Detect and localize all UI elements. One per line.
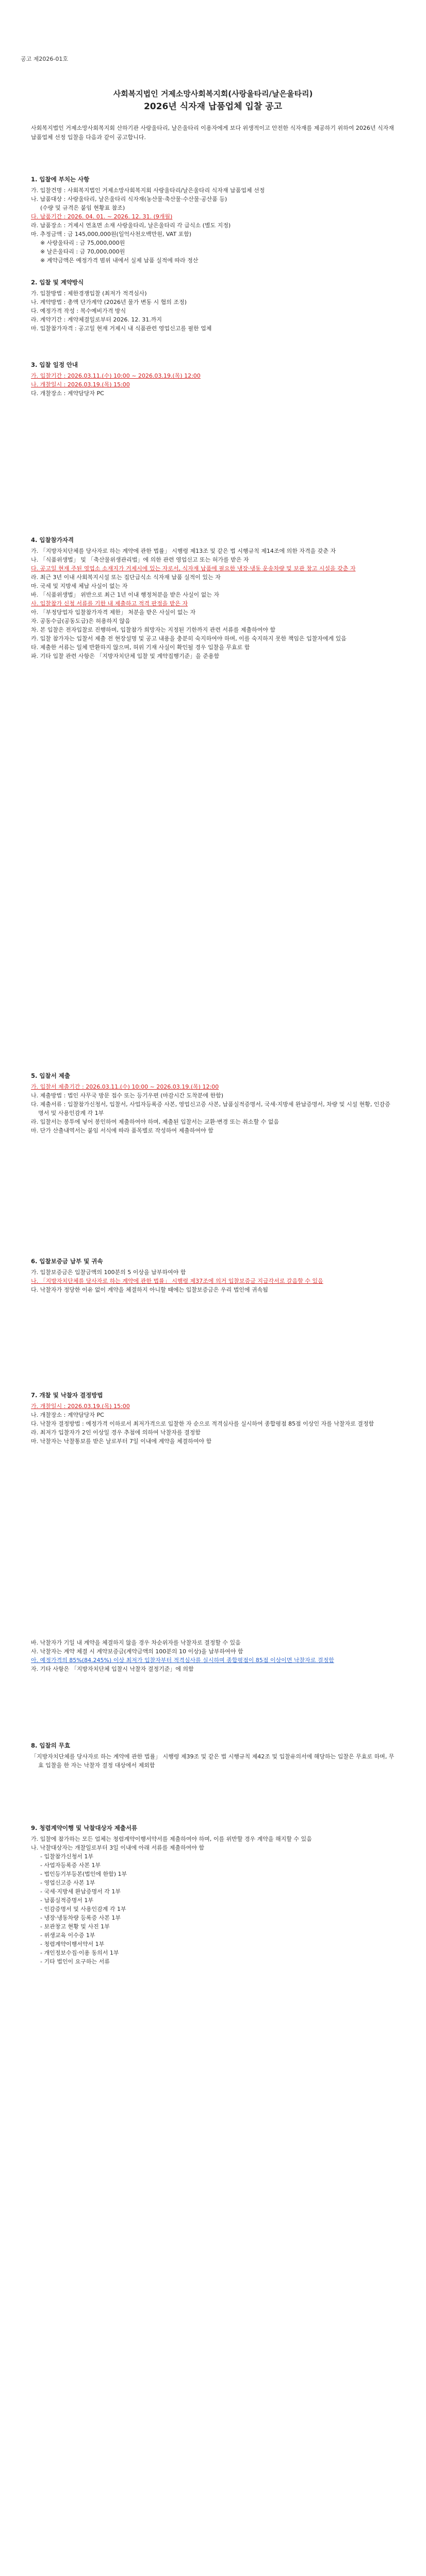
line-bid-period: 가. 입찰기간 : 2026.03.11.(수) 10:00 ~ 2026.03.19.(목) 12:00 bbox=[31, 372, 201, 379]
line: 가. 입찰건명 : 사회복지법인 거제소망사회복지회 사랑울타리/날은울타리 식자재 납품업체 선정 bbox=[31, 187, 265, 194]
line: 타. 제출한 서류는 일체 반환하지 않으며, 허위 기재 사실이 확인될 경우 입찰을 무효로 함 bbox=[31, 644, 250, 651]
line-estimated-amount: 마. 추정금액 : 금 145,000,000원(일억사천오백만원, VAT 포함) bbox=[31, 231, 192, 238]
list-item: - 개인정보수집·이용 동의서 1부 bbox=[40, 1950, 119, 1956]
section-submission bbox=[31, 1072, 395, 1135]
list-item: - 국세·지방세 완납증명서 각 1부 bbox=[40, 1888, 121, 1895]
list-item: - 냉장·냉동차량 등록증 사본 1부 bbox=[40, 1914, 121, 1921]
section-heading: 2. 입찰 및 계약방식 bbox=[31, 279, 84, 286]
list-item: - 기타 법인이 요구하는 서류 bbox=[40, 1958, 110, 1965]
line: 마. 낙찰자는 낙찰통보를 받은 날로부터 7일 이내에 계약을 체결하여야 함 bbox=[31, 1438, 212, 1445]
line: 다. 제출서류 : 입찰참가신청서, 입찰서, 사업자등록증 사본, 영업신고증 사본, 납품실적증명서, 국세·지방세 완납증명서, 차량 및 시설 현황, 인감증명서 및 사용인감계 각 1부 bbox=[31, 1101, 390, 1116]
line: 파. 기타 입찰 관련 사항은 「지방자치단체 입찰 및 계약집행기준」을 준용함 bbox=[31, 653, 220, 659]
line: 가. 입찰에 참가하는 모든 업체는 청렴계약이행서약서를 제출하여야 하며, 이를 위반할 경우 계약을 해지할 수 있음 bbox=[31, 1836, 312, 1842]
list-item: - 입찰참가신청서 1부 bbox=[40, 1853, 93, 1860]
list-item: - 사업자등록증 사본 1부 bbox=[40, 1862, 101, 1869]
section-heading: 9. 청렴계약이행 및 낙찰대상자 제출서류 bbox=[31, 1824, 138, 1832]
section-bid-items bbox=[31, 175, 395, 265]
line: 라. 납품장소 : 거제시 연초면 소재 사랑울타리, 날은울타리 각 급식소 (별도 지정) bbox=[31, 222, 231, 229]
section-heading: 1. 입찰에 부치는 사항 bbox=[31, 176, 90, 183]
line: 자. 기타 사항은 「지방자치단체 입찰시 낙찰자 결정기준」에 의함 bbox=[31, 1666, 194, 1672]
line-submission-period: 가. 입찰서 제출기간 : 2026.03.11.(수) 10:00 ~ 2026.03.19.(목) 12:00 bbox=[31, 1083, 219, 1090]
list-item: - 위생교육 이수증 1부 bbox=[40, 1932, 95, 1939]
section-schedule bbox=[31, 361, 395, 398]
line: 나. 제출방법 : 법인 사무국 방문 접수 또는 등기우편 (마감시간 도착분에 한함) bbox=[31, 1092, 224, 1099]
line: 나. 「식품위생법」 및 「축산물위생관리법」에 의한 관련 영업신고 또는 허가를 받은 자 bbox=[31, 556, 249, 563]
line: 아. 「부정당업자 입찰참가자격 제한」 처분을 받은 사실이 없는 자 bbox=[31, 609, 196, 616]
line: 가. 「지방자치단체를 당사자로 하는 계약에 관한 법률」 시행령 제13조 및 같은 법 시행규칙 제14조에 의한 자격을 갖춘 자 bbox=[31, 548, 336, 554]
section-deposit bbox=[31, 1257, 395, 1294]
line: 카. 입찰 참가자는 입찰서 제출 전 현장설명 및 공고 내용을 충분히 숙지하여야 하며, 이를 숙지하지 못한 책임은 입찰자에게 있음 bbox=[31, 635, 347, 642]
line: 마. 단가 산출내역서는 붙임 서식에 따라 품목별로 작성하여 제출하여야 함 bbox=[31, 1127, 214, 1134]
line: 다. 낙찰자가 정당한 이유 없이 계약을 체결하지 아니할 때에는 입찰보증금은 우리 법인에 귀속됨 bbox=[31, 1286, 268, 1293]
section-heading: 4. 입찰참가자격 bbox=[31, 536, 74, 544]
title-line-2: 2026년 식자재 납품업체 입찰 공고 bbox=[143, 101, 283, 112]
list-item: - 청렴계약이행서약서 1부 bbox=[40, 1941, 105, 1947]
section-heading: 7. 개찰 및 낙찰자 결정방법 bbox=[31, 1392, 103, 1399]
section-required-documents bbox=[31, 1824, 395, 1966]
line: 다. 낙찰자 결정방법 : 예정가격 이하로서 최저가격으로 입찰한 자 순으로 적격심사를 실시하여 종합평점 85점 이상인 자를 낙찰자로 결정함 bbox=[31, 1420, 374, 1427]
section-heading: 8. 입찰의 무효 bbox=[31, 1742, 70, 1749]
section-heading: 6. 입찰보증금 납부 및 귀속 bbox=[31, 1258, 103, 1265]
line: ※ 계약금액은 예정가격 범위 내에서 실제 납품 실적에 따라 정산 bbox=[40, 257, 199, 264]
line: 나. 납품대상 : 사랑울타리, 날은울타리 식자재(농산물·축산물·수산물·공산품 등) bbox=[31, 196, 227, 202]
line-deposit-pledge: 나. 「지방자치단체를 당사자로 하는 계약에 관한 법률」 시행령 제37조에 의거 입찰보증금 지급각서로 갈음할 수 있음 bbox=[31, 1278, 323, 1284]
line-delivery-period: 다. 납품기간 : 2026. 04. 01. ~ 2026. 12. 31. (9개월) bbox=[31, 213, 173, 220]
section-award bbox=[31, 1391, 395, 1446]
line: 나. 개찰장소 : 계약담당자 PC bbox=[31, 1412, 104, 1418]
line: 라. 최근 3년 이내 사회복지시설 또는 집단급식소 식자재 납품 실적이 있는 자 bbox=[31, 574, 221, 581]
section-award-continued bbox=[31, 1638, 395, 1673]
line: 가. 입찰보증금은 입찰금액의 100분의 5 이상을 납부하여야 함 bbox=[31, 1269, 186, 1276]
line: 다. 예정가격 작성 : 복수예비가격 방식 bbox=[31, 308, 126, 314]
title-line-1: 사회복지법인 거제소망사회복지회(사랑울타리/날은울타리) bbox=[113, 89, 313, 98]
line: ※ 사랑울타리 : 금 75,000,000원 bbox=[40, 240, 125, 246]
line: ※ 날은울타리 : 금 70,000,000원 bbox=[40, 248, 125, 255]
line-location-requirement: 다. 공고일 현재 주된 영업소 소재지가 거제시에 있는 자로서, 식자재 납품에 필요한 냉장·냉동 운송차량 및 보관 창고 시설을 갖춘 자 bbox=[31, 565, 356, 572]
section-heading: 5. 입찰서 제출 bbox=[31, 1072, 70, 1079]
intro-paragraph: 사회복지법인 거제소망사회복지회 산하기관 사랑울타리, 날은울타리 이용자에게 보다 위생적이고 안전한 식자재를 제공하기 위하여 2026년 식자재 납품업체 선정 입찰을 다음과 같이 공고합니다. bbox=[31, 125, 394, 141]
line: 마. 입찰참가자격 : 공고일 현재 거제시 내 식품관련 영업신고를 필한 업체 bbox=[31, 325, 212, 332]
line: 다. 개찰장소 : 계약담당자 PC bbox=[31, 390, 104, 397]
line: (수량 및 규격은 붙임 현황표 참조) bbox=[40, 205, 125, 211]
section-invalid-bids bbox=[31, 1741, 395, 1770]
line-threshold: 아. 예정가격의 85%(84.245%) 이상 최저가 입찰자부터 적격심사를 실시하며 종합평점이 85점 이상이면 낙찰자로 결정함 bbox=[31, 1657, 334, 1664]
line: 「지방자치단체를 당사자로 하는 계약에 관한 법률」 시행령 제39조 및 같은 법 시행규칙 제42조 및 입찰유의서에 해당하는 입찰은 무효로 하며, 무효 입찰을 한 자는 낙찰자 결정 대상에서 제외함 bbox=[31, 1753, 395, 1769]
list-item: - 법인등기부등본(법인에 한함) 1부 bbox=[40, 1871, 127, 1877]
line-opening-time: 가. 개찰일시 : 2026.03.19.(목) 15:00 bbox=[31, 1403, 130, 1410]
list-item: - 보관창고 현황 및 사진 1부 bbox=[40, 1923, 110, 1930]
line: 라. 최저가 입찰자가 2인 이상일 경우 추첨에 의하여 낙찰자를 결정함 bbox=[31, 1429, 201, 1436]
line: 마. 국세 및 지방세 체납 사실이 없는 자 bbox=[31, 583, 128, 589]
list-item: - 인감증명서 및 사용인감계 각 1부 bbox=[40, 1906, 126, 1912]
line: 자. 공동수급(공동도급)은 허용하지 않음 bbox=[31, 618, 130, 624]
line: 사. 낙찰자는 계약 체결 시 계약보증금(계약금액의 100분의 10 이상)을 납부하여야 함 bbox=[31, 1648, 243, 1655]
line: 라. 계약기간 : 계약체결일로부터 2026. 12. 31.까지 bbox=[31, 316, 162, 323]
line-opening-time: 나. 개찰일시 : 2026.03.19.(목) 15:00 bbox=[31, 381, 130, 388]
line-application: 사. 입찰참가 신청 서류를 기한 내 제출하고 적격 판정을 받은 자 bbox=[31, 600, 188, 607]
line: 차. 본 입찰은 전자입찰로 진행하며, 입찰참가 희망자는 지정된 기한까지 관련 서류를 제출하여야 함 bbox=[31, 626, 275, 633]
line: 바. 낙찰자가 기일 내 계약을 체결하지 않을 경우 차순위자를 낙찰자로 결정할 수 있음 bbox=[31, 1639, 241, 1646]
line: 나. 낙찰대상자는 개찰일로부터 3일 이내에 아래 서류를 제출하여야 함 bbox=[31, 1844, 204, 1851]
section-contract-method bbox=[31, 278, 395, 333]
list-item: - 납품실적증명서 1부 bbox=[40, 1897, 93, 1904]
section-eligibility bbox=[31, 536, 395, 660]
line: 가. 입찰방법 : 제한경쟁입찰 (최저가 적격심사) bbox=[31, 290, 147, 297]
list-item: - 영업신고증 사본 1부 bbox=[40, 1879, 95, 1886]
document-title bbox=[0, 88, 426, 113]
line: 나. 계약방법 : 총액 단가계약 (2026년 물가 변동 시 협의 조정) bbox=[31, 299, 187, 306]
line: 라. 입찰서는 봉투에 넣어 봉인하여 제출하여야 하며, 제출된 입찰서는 교환·변경 또는 취소할 수 없음 bbox=[31, 1118, 279, 1125]
line: 바. 「식품위생법」 위반으로 최근 1년 이내 행정처분을 받은 사실이 없는 자 bbox=[31, 591, 219, 598]
document-number: 공고 제2026-01호 bbox=[21, 56, 68, 62]
section-heading: 3. 입찰 일정 안내 bbox=[31, 361, 78, 368]
